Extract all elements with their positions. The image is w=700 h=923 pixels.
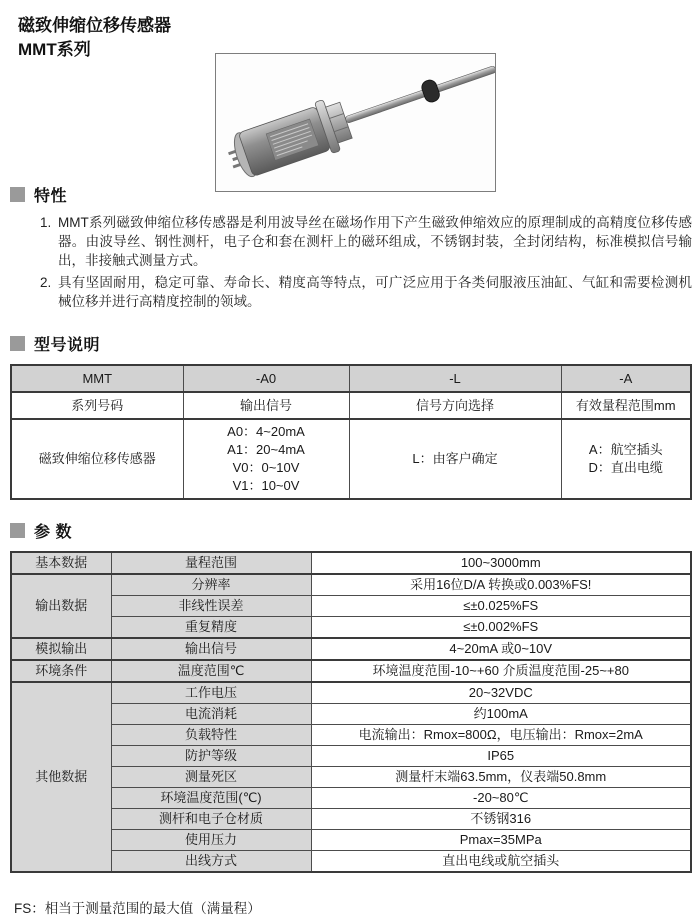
param-label-cell: 测量死区: [111, 767, 311, 788]
model-section-title: 型号说明: [34, 337, 101, 354]
table-row: [11, 552, 691, 574]
features-section-title: 特性: [34, 188, 68, 205]
param-label-cell: 测杆和电子仓材质: [111, 809, 311, 830]
list-item: [40, 273, 692, 311]
option-line: D：直出电缆: [588, 460, 663, 475]
model-detail-cell: [561, 419, 691, 499]
option-line: A：航空插头: [588, 442, 663, 457]
section-bullet-icon: [10, 336, 25, 351]
table-row: [11, 365, 691, 392]
param-value-cell: 采用16位D/A 转换或0.003%FS!: [311, 574, 691, 596]
param-value-cell: 直出电线或航空插头: [311, 851, 691, 873]
param-label-cell: 负载特性: [111, 725, 311, 746]
param-label-cell: 温度范围℃: [111, 660, 311, 682]
model-code-cell: -A: [561, 365, 691, 392]
table-row: [11, 830, 691, 851]
param-label-cell: 工作电压: [111, 682, 311, 704]
table-row: [11, 660, 691, 682]
table-row: [11, 746, 691, 767]
model-code-cell: MMT: [11, 365, 183, 392]
param-value-cell: 约100mA: [311, 704, 691, 725]
option-line: A0：4~20mA: [227, 424, 305, 439]
param-label-cell: 出线方式: [111, 851, 311, 873]
table-row: [11, 788, 691, 809]
model-subheader-cell: 系列号码: [11, 392, 183, 419]
model-code-cell: -L: [349, 365, 561, 392]
feature-text: MMT系列磁致伸缩位移传感器是利用波导丝在磁场作用下产生磁致伸缩效应的原理制成的高精度位移传感器。由波导丝、钢性测杆，电子仓和套在测杆上的磁环组成，不锈钢封装，全封闭结构，标准模拟信号输出，非接触式测量方式。: [58, 215, 692, 268]
table-row: [11, 638, 691, 660]
table-row: [11, 419, 691, 499]
param-value-cell: 电流输出：Rmox=800Ω，电压输出：Rmox=2mA: [311, 725, 691, 746]
param-group-cell: 输出数据: [11, 574, 111, 638]
param-value-cell: 环境温度范围-10~+60 介质温度范围-25~+80: [311, 660, 691, 682]
model-subheader-cell: 有效量程范围mm: [561, 392, 691, 419]
series-title: MMT系列: [18, 40, 91, 59]
param-label-cell: 防护等级: [111, 746, 311, 767]
model-code-cell: -A0: [183, 365, 349, 392]
table-row: [11, 574, 691, 596]
table-row: [11, 851, 691, 873]
param-label-cell: 使用压力: [111, 830, 311, 851]
param-label-cell: 环境温度范围(℃): [111, 788, 311, 809]
feature-text: 具有坚固耐用，稳定可靠、寿命长、精度高等特点，可广泛应用于各类伺服液压油缸、气缸和需要检测机械位移并进行高精度控制的领域。: [58, 275, 692, 309]
list-item: [40, 213, 692, 270]
param-group-cell: 其他数据: [11, 682, 111, 872]
param-value-cell: 测量杆末端63.5mm，仪表端50.8mm: [311, 767, 691, 788]
param-label-cell: 重复精度: [111, 617, 311, 639]
param-value-cell: ≤±0.002%FS: [311, 617, 691, 639]
model-table: [10, 364, 692, 500]
model-subheader-cell: 信号方向选择: [349, 392, 561, 419]
param-value-cell: 100~3000mm: [311, 552, 691, 574]
model-detail-cell: 磁致伸缩位移传感器: [11, 419, 183, 499]
model-section-header: [10, 332, 700, 355]
section-bullet-icon: [10, 187, 25, 202]
table-row: [11, 617, 691, 639]
param-group-cell: 基本数据: [11, 552, 111, 574]
model-detail-cell: [183, 419, 349, 499]
product-image-frame: [215, 53, 496, 192]
option-line: V0：0~10V: [232, 460, 300, 475]
option-line: A1：20~4mA: [227, 442, 305, 457]
feature-number: 1.: [40, 215, 52, 230]
model-subheader-cell: 输出信号: [183, 392, 349, 419]
param-value-cell: -20~80℃: [311, 788, 691, 809]
param-label-cell: 量程范围: [111, 552, 311, 574]
table-row: [11, 596, 691, 617]
table-row: [11, 392, 691, 419]
param-value-cell: 4~20mA 或0~10V: [311, 638, 691, 660]
feature-number: 2.: [40, 275, 52, 290]
param-group-cell: 环境条件: [11, 660, 111, 682]
params-section-title: 参 数: [34, 524, 72, 541]
param-value-cell: Pmax=35MPa: [311, 830, 691, 851]
param-value-cell: ≤±0.025%FS: [311, 596, 691, 617]
table-row: [11, 682, 691, 704]
option-line: V1：10~0V: [232, 478, 300, 493]
param-label-cell: 输出信号: [111, 638, 311, 660]
param-group-cell: 模拟输出: [11, 638, 111, 660]
params-table: [10, 551, 692, 873]
table-row: [11, 809, 691, 830]
param-label-cell: 电流消耗: [111, 704, 311, 725]
feature-list: [40, 213, 692, 311]
model-detail-cell: L：由客户确定: [349, 419, 561, 499]
fs-footnote: FS：相当于测量范围的最大值（满量程）: [14, 901, 261, 916]
section-bullet-icon: [10, 523, 25, 538]
table-row: [11, 767, 691, 788]
param-label-cell: 分辨率: [111, 574, 311, 596]
table-row: [11, 725, 691, 746]
param-value-cell: 20~32VDC: [311, 682, 691, 704]
table-row: [11, 704, 691, 725]
param-label-cell: 非线性误差: [111, 596, 311, 617]
sensor-illustration: [216, 54, 495, 191]
params-section-header: [10, 519, 700, 542]
product-title: 磁致伸缩位移传感器: [18, 16, 171, 35]
param-value-cell: 不锈钢316: [311, 809, 691, 830]
param-value-cell: IP65: [311, 746, 691, 767]
